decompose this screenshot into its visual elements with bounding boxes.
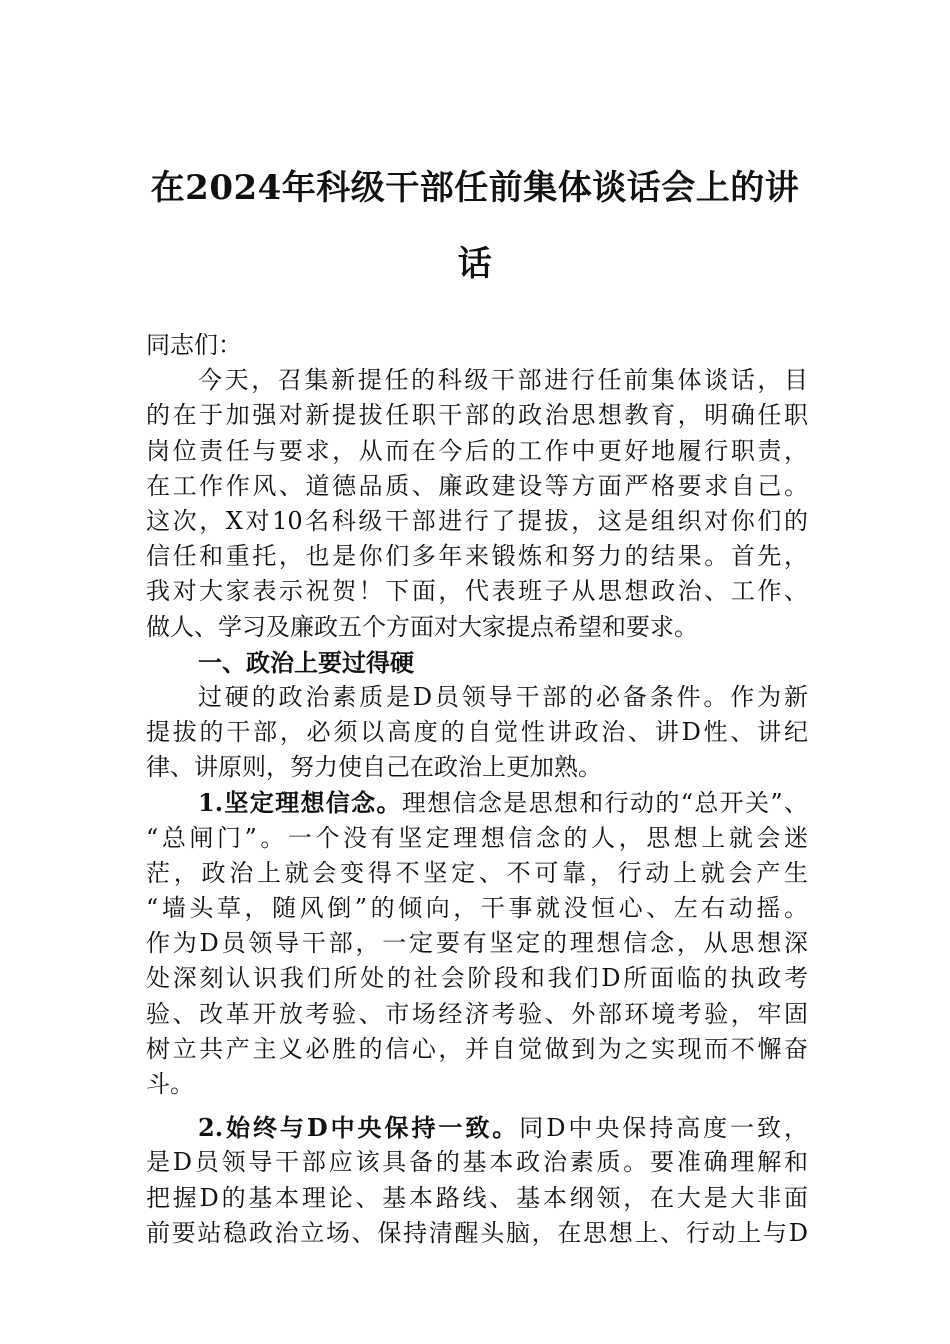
paragraph-line: 树立共产主义必胜的信心，并自觉做到为之实现而不懈奋 xyxy=(146,1034,808,1063)
item-2-text: 同D中央保持高度一致， xyxy=(519,1114,808,1143)
paragraph-line: 是D员领导干部应该具备的基本政治素质。要准确理解和 xyxy=(146,1148,808,1177)
paragraph-line: 茫，政治上就会变得不坚定、不可靠，行动上就会产生 xyxy=(146,858,808,887)
paragraph-line: “总闸门”。一个没有坚定理想信念的人，思想上就会迷 xyxy=(146,823,808,852)
paragraph-line: 前要站稳政治立场、保持清醒头脑，在思想上、行动上与D xyxy=(146,1218,808,1247)
paragraph-line: 把握D的基本理论、基本路线、基本纲领，在大是大非面 xyxy=(146,1183,808,1212)
paragraph-line: 过硬的政治素质是D员领导干部的必备条件。作为新 xyxy=(198,682,808,711)
paragraph-line: 的在于加强对新提拔任职干部的政治思想教育，明确任职 xyxy=(146,401,808,430)
paragraph-line: 在工作作风、道德品质、廉政建设等方面严格要求自己。 xyxy=(146,471,808,500)
paragraph-line: 处深刻认识我们所处的社会阶段和我们D所面临的执政考 xyxy=(146,964,808,993)
paragraph-line: 律、讲原则，努力使自己在政治上更加熟。 xyxy=(146,753,602,782)
item-2-label: 2.始终与D中央保持一致。 xyxy=(198,1113,520,1143)
paragraph-line: 信任和重托，也是你们多年来锻炼和努力的结果。首先， xyxy=(146,542,808,571)
item-2-first-line xyxy=(146,1110,808,1145)
paragraph-line: 验、改革开放考验、市场经济考验、外部环境考验，牢固 xyxy=(146,999,808,1028)
paragraph-line: 我对大家表示祝贺！下面，代表班子从思想政治、工作、 xyxy=(146,577,808,606)
section-heading: 一、政治上要过得硬 xyxy=(198,647,414,677)
paragraph-line: 这次，X对10名科级干部进行了提拔，这是组织对你们的 xyxy=(146,506,808,535)
paragraph-line: 岗位责任与要求，从而在今后的工作中更好地履行职责， xyxy=(146,436,808,465)
paragraph-line: 提拔的干部，必须以高度的自觉性讲政治、讲D性、讲纪 xyxy=(146,718,808,747)
document-body xyxy=(146,328,808,1251)
salutation: 同志们： xyxy=(146,331,242,359)
paragraph-line: “墙头草，随风倒”的倾向，干事就没恒心、左右动摇。 xyxy=(146,894,808,922)
title-line-2: 话 xyxy=(457,244,493,284)
title-line-1: 在2024年科级干部任前集体谈话会上的讲 xyxy=(150,168,800,208)
document-title xyxy=(140,150,810,302)
paragraph-line: 今天，召集新提任的科级干部进行任前集体谈话，目 xyxy=(198,366,808,395)
item-1-label: 1.坚定理想信念。 xyxy=(198,788,402,818)
paragraph-line: 斗。 xyxy=(146,1069,194,1098)
item-1-text: 理想信念是思想和行动的“总开关”、 xyxy=(401,789,808,818)
paragraph-line: 做人、学习及廉政五个方面对大家提点希望和要求。 xyxy=(146,612,698,641)
paragraph-line: 作为D员领导干部，一定要有坚定的理想信念，从思想深 xyxy=(146,929,808,958)
item-1-first-line xyxy=(146,785,808,820)
